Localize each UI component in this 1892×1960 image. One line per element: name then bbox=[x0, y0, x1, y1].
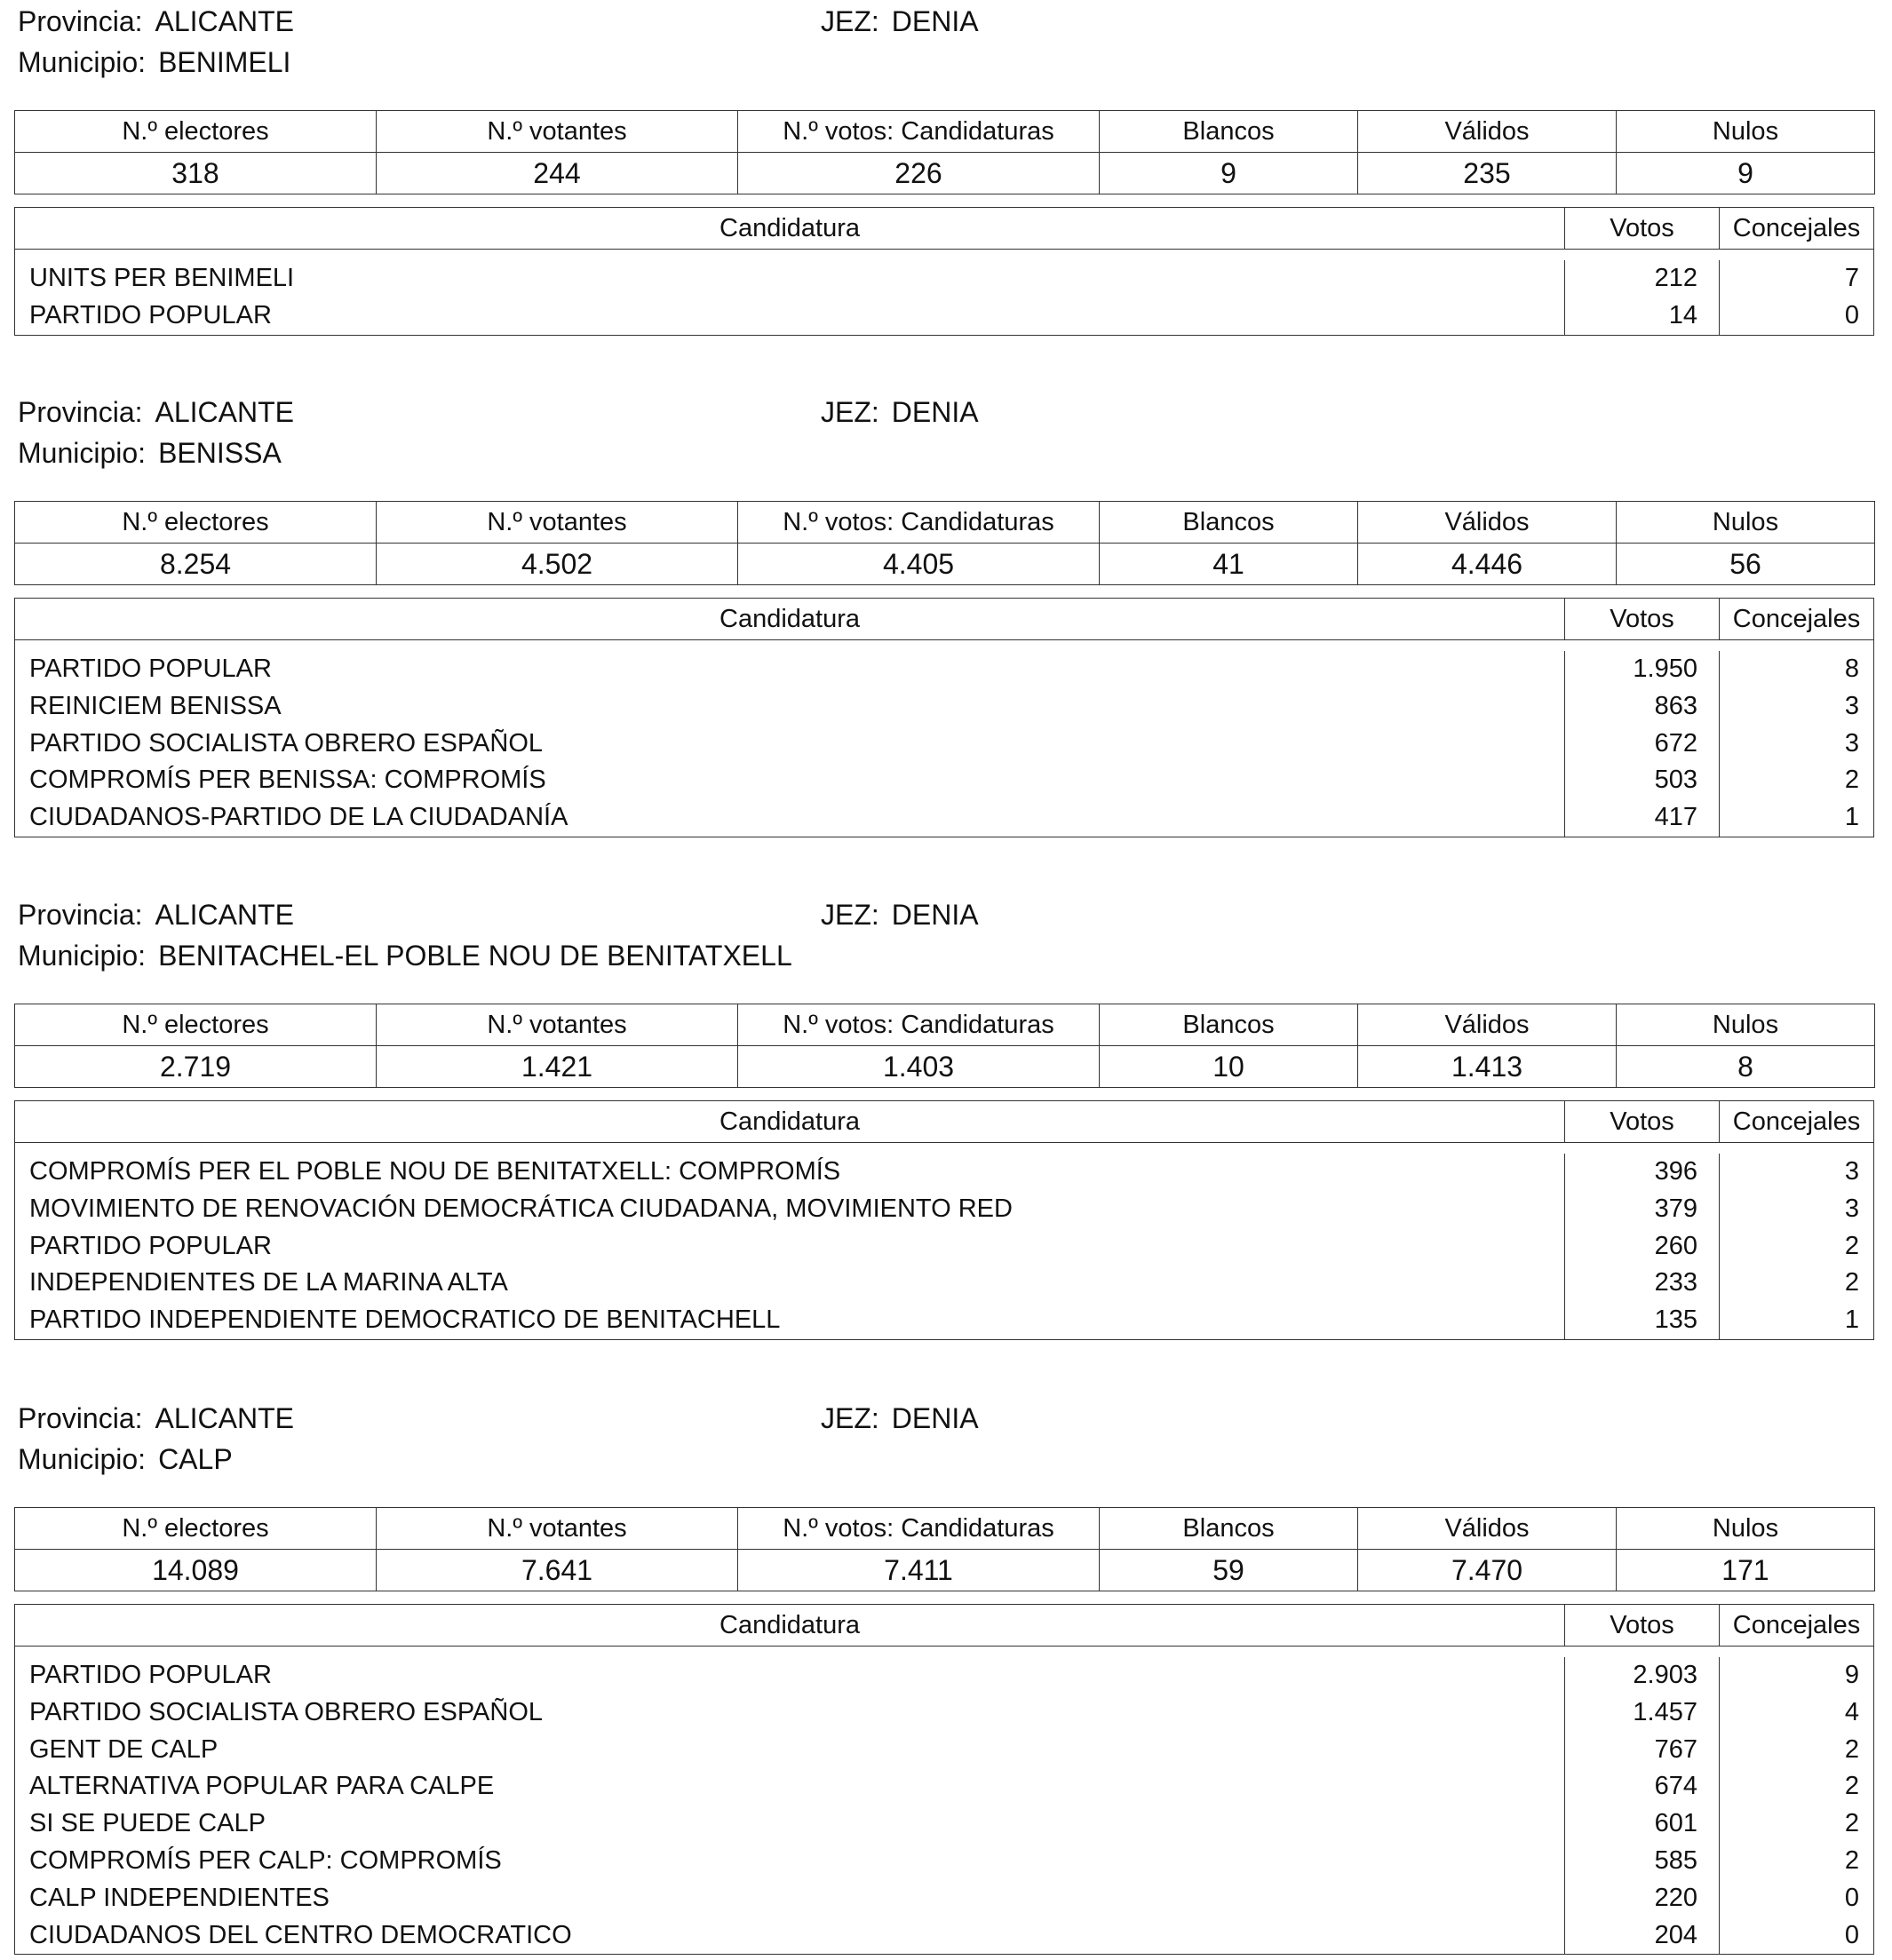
candidatura-name: COMPROMÍS PER CALP: COMPROMÍS bbox=[29, 1845, 502, 1875]
candidatura-name: PARTIDO POPULAR bbox=[29, 1231, 272, 1260]
jez-line bbox=[821, 897, 979, 932]
candidatura-votos: 260 bbox=[1654, 1231, 1697, 1260]
stats-value-cell: 7.470 bbox=[1358, 1550, 1617, 1591]
candidaturas-header bbox=[15, 208, 1873, 250]
jez-value: DENIA bbox=[891, 5, 979, 37]
stats-table bbox=[14, 1004, 1875, 1088]
municipio-label: Municipio: bbox=[18, 1443, 147, 1475]
stats-value-cell: 10 bbox=[1100, 1046, 1358, 1088]
candidaturas-header bbox=[15, 1101, 1873, 1143]
candidatura-column bbox=[15, 651, 1565, 837]
stats-table bbox=[14, 1507, 1875, 1591]
candidatura-name: COMPROMÍS PER EL POBLE NOU DE BENITATXELL: COMPROMÍS bbox=[29, 1157, 841, 1186]
candidatura-column bbox=[15, 1154, 1565, 1339]
provincia-value: ALICANTE bbox=[155, 1402, 294, 1434]
candidatura-concejales: 4 bbox=[1844, 1697, 1859, 1726]
concejales-header: Concejales bbox=[1732, 1107, 1861, 1136]
votos-header: Votos bbox=[1565, 208, 1720, 249]
stats-value-cell: 2.719 bbox=[15, 1046, 377, 1088]
candidaturas-body bbox=[15, 1143, 1873, 1339]
provincia-line bbox=[18, 394, 294, 430]
votos-column bbox=[1565, 1154, 1720, 1339]
candidaturas-body bbox=[15, 640, 1873, 837]
candidatura-votos: 233 bbox=[1654, 1268, 1697, 1297]
jez-value: DENIA bbox=[891, 899, 979, 931]
municipio-label: Municipio: bbox=[18, 437, 147, 469]
candidatura-name: PARTIDO POPULAR bbox=[29, 1661, 272, 1689]
stats-value-cell: 9 bbox=[1100, 153, 1358, 194]
candidaturas-header bbox=[15, 1605, 1873, 1647]
stats-header-cell: N.º votantes bbox=[377, 1508, 738, 1550]
concejales-column bbox=[1720, 651, 1873, 837]
stats-header-cell: Blancos bbox=[1100, 111, 1358, 153]
stats-header-cell: N.º votantes bbox=[377, 111, 738, 153]
candidatura-name: PARTIDO INDEPENDIENTE DEMOCRATICO DE BENITACHELL bbox=[29, 1305, 781, 1335]
candidaturas-table bbox=[14, 598, 1874, 837]
candidatura-concejales: 3 bbox=[1844, 1194, 1859, 1223]
jez-label: JEZ: bbox=[821, 5, 879, 37]
stats-value-cell: 4.405 bbox=[738, 544, 1100, 585]
concejales-column bbox=[1720, 1657, 1873, 1954]
provincia-line bbox=[18, 4, 294, 39]
stats-header-cell: N.º votantes bbox=[377, 502, 738, 544]
candidatura-votos: 1.457 bbox=[1633, 1697, 1697, 1726]
votos-column bbox=[1565, 1657, 1720, 1954]
concejales-column bbox=[1720, 260, 1873, 335]
stats-header-cell: N.º electores bbox=[15, 111, 377, 153]
stats-header-cell: N.º electores bbox=[15, 502, 377, 544]
candidatura-votos: 1.950 bbox=[1633, 655, 1697, 683]
municipio-value: BENISSA bbox=[158, 437, 282, 469]
candidatura-name: GENT DE CALP bbox=[29, 1734, 219, 1764]
candidatura-header: Candidatura bbox=[15, 208, 1565, 249]
stats-value-cell: 7.411 bbox=[738, 1550, 1100, 1591]
stats-value-cell: 9 bbox=[1617, 153, 1875, 194]
concejales-header: Concejales bbox=[1732, 604, 1861, 633]
stats-value-cell: 318 bbox=[15, 153, 377, 194]
municipio-value: BENITACHEL-EL POBLE NOU DE BENITATXELL bbox=[158, 940, 792, 972]
candidatura-votos: 601 bbox=[1654, 1809, 1697, 1838]
stats-header-cell: N.º electores bbox=[15, 1508, 377, 1550]
candidatura-name: SI SE PUEDE CALP bbox=[29, 1809, 266, 1838]
candidatura-name: CALP INDEPENDIENTES bbox=[29, 1883, 330, 1912]
stats-value-cell: 56 bbox=[1617, 544, 1875, 585]
provincia-line bbox=[18, 897, 294, 932]
jez-value: DENIA bbox=[891, 396, 979, 428]
candidatura-votos: 417 bbox=[1654, 803, 1697, 832]
votos-header: Votos bbox=[1565, 1605, 1720, 1646]
stats-header-row bbox=[15, 111, 1875, 153]
stats-value-cell: 7.641 bbox=[377, 1550, 738, 1591]
candidatura-header: Candidatura bbox=[15, 1605, 1565, 1646]
votos-header: Votos bbox=[1565, 1101, 1720, 1142]
candidatura-votos: 767 bbox=[1654, 1734, 1697, 1764]
candidatura-votos: 204 bbox=[1654, 1920, 1697, 1949]
stats-header-cell: Válidos bbox=[1358, 111, 1617, 153]
provincia-value: ALICANTE bbox=[155, 396, 294, 428]
jez-line bbox=[821, 4, 979, 39]
candidatura-votos: 396 bbox=[1654, 1157, 1697, 1186]
stats-value-cell: 4.446 bbox=[1358, 544, 1617, 585]
stats-header-cell: Blancos bbox=[1100, 1004, 1358, 1046]
candidatura-concejales: 2 bbox=[1844, 1809, 1859, 1838]
stats-header-row bbox=[15, 1004, 1875, 1046]
candidatura-votos: 14 bbox=[1668, 300, 1697, 329]
jez-line bbox=[821, 1401, 979, 1436]
candidatura-concejales: 2 bbox=[1844, 1772, 1859, 1801]
candidatura-concejales: 2 bbox=[1844, 1845, 1859, 1875]
municipio-value: BENIMELI bbox=[158, 46, 291, 78]
candidatura-concejales: 1 bbox=[1844, 1305, 1859, 1335]
candidaturas-body bbox=[15, 1647, 1873, 1954]
candidatura-concejales: 3 bbox=[1844, 728, 1859, 758]
candidatura-name: PARTIDO SOCIALISTA OBRERO ESPAÑOL bbox=[29, 1697, 544, 1726]
concejales-header: Concejales bbox=[1732, 1610, 1861, 1639]
stats-header-cell: N.º votos: Candidaturas bbox=[738, 1004, 1100, 1046]
stats-value-row bbox=[15, 153, 1875, 194]
stats-header-cell: Válidos bbox=[1358, 1508, 1617, 1550]
municipio-line bbox=[18, 1441, 233, 1477]
candidatura-concejales: 0 bbox=[1844, 300, 1859, 329]
provincia-line bbox=[18, 1401, 294, 1436]
stats-header-cell: N.º votos: Candidaturas bbox=[738, 502, 1100, 544]
candidatura-concejales: 1 bbox=[1844, 803, 1859, 832]
votos-column bbox=[1565, 260, 1720, 335]
candidatura-votos: 585 bbox=[1654, 1845, 1697, 1875]
provincia-label: Provincia: bbox=[18, 396, 143, 428]
candidatura-header: Candidatura bbox=[15, 599, 1565, 639]
concejales-column bbox=[1720, 1154, 1873, 1339]
candidaturas-header bbox=[15, 599, 1873, 640]
municipio-line bbox=[18, 435, 282, 471]
stats-value-row bbox=[15, 544, 1875, 585]
stats-header-cell: Nulos bbox=[1617, 1004, 1875, 1046]
candidatura-name: ALTERNATIVA POPULAR PARA CALPE bbox=[29, 1772, 495, 1801]
stats-header-row bbox=[15, 502, 1875, 544]
provincia-label: Provincia: bbox=[18, 5, 143, 37]
candidatura-name: REINICIEM BENISSA bbox=[29, 691, 282, 720]
candidatura-concejales: 9 bbox=[1844, 1661, 1859, 1689]
candidatura-concejales: 2 bbox=[1844, 1231, 1859, 1260]
stats-header-cell: Nulos bbox=[1617, 1508, 1875, 1550]
municipio-line bbox=[18, 938, 792, 973]
jez-label: JEZ: bbox=[821, 899, 879, 931]
stats-value-cell: 171 bbox=[1617, 1550, 1875, 1591]
stats-value-cell: 1.413 bbox=[1358, 1046, 1617, 1088]
stats-header-cell: Válidos bbox=[1358, 502, 1617, 544]
candidatura-column bbox=[15, 1657, 1565, 1954]
candidatura-name: PARTIDO POPULAR bbox=[29, 300, 272, 329]
candidatura-concejales: 3 bbox=[1844, 1157, 1859, 1186]
stats-value-cell: 1.421 bbox=[377, 1046, 738, 1088]
candidatura-name: INDEPENDIENTES DE LA MARINA ALTA bbox=[29, 1268, 508, 1297]
candidatura-concejales: 2 bbox=[1844, 1268, 1859, 1297]
candidatura-votos: 135 bbox=[1654, 1305, 1697, 1335]
provincia-label: Provincia: bbox=[18, 899, 143, 931]
stats-value-cell: 226 bbox=[738, 153, 1100, 194]
stats-value-cell: 8 bbox=[1617, 1046, 1875, 1088]
stats-value-cell: 59 bbox=[1100, 1550, 1358, 1591]
candidatura-concejales: 3 bbox=[1844, 691, 1859, 720]
stats-value-cell: 244 bbox=[377, 153, 738, 194]
stats-value-cell: 4.502 bbox=[377, 544, 738, 585]
candidatura-votos: 379 bbox=[1654, 1194, 1697, 1223]
candidatura-name: PARTIDO SOCIALISTA OBRERO ESPAÑOL bbox=[29, 728, 544, 758]
candidatura-concejales: 8 bbox=[1844, 655, 1859, 683]
candidatura-votos: 2.903 bbox=[1633, 1661, 1697, 1689]
candidatura-votos: 674 bbox=[1654, 1772, 1697, 1801]
candidatura-name: UNITS PER BENIMELI bbox=[29, 264, 295, 292]
stats-header-cell: N.º votantes bbox=[377, 1004, 738, 1046]
stats-header-cell: Blancos bbox=[1100, 1508, 1358, 1550]
stats-table bbox=[14, 501, 1875, 585]
votos-column bbox=[1565, 651, 1720, 837]
candidatura-column bbox=[15, 260, 1565, 335]
stats-value-cell: 1.403 bbox=[738, 1046, 1100, 1088]
candidaturas-table bbox=[14, 1100, 1874, 1340]
municipio-line bbox=[18, 44, 290, 80]
candidatura-concejales: 7 bbox=[1844, 264, 1859, 292]
stats-table bbox=[14, 110, 1875, 194]
candidaturas-body bbox=[15, 250, 1873, 335]
jez-line bbox=[821, 394, 979, 430]
votos-header: Votos bbox=[1565, 599, 1720, 639]
stats-header-row bbox=[15, 1508, 1875, 1550]
candidatura-votos: 212 bbox=[1654, 264, 1697, 292]
candidaturas-table bbox=[14, 1604, 1874, 1955]
jez-label: JEZ: bbox=[821, 1402, 879, 1434]
stats-value-row bbox=[15, 1550, 1875, 1591]
candidatura-votos: 503 bbox=[1654, 766, 1697, 795]
stats-header-cell: Válidos bbox=[1358, 1004, 1617, 1046]
stats-header-cell: Nulos bbox=[1617, 111, 1875, 153]
stats-value-row bbox=[15, 1046, 1875, 1088]
jez-value: DENIA bbox=[891, 1402, 979, 1434]
municipio-label: Municipio: bbox=[18, 940, 147, 972]
stats-value-cell: 41 bbox=[1100, 544, 1358, 585]
candidaturas-table bbox=[14, 207, 1874, 336]
candidatura-votos: 220 bbox=[1654, 1883, 1697, 1912]
jez-label: JEZ: bbox=[821, 396, 879, 428]
municipio-label: Municipio: bbox=[18, 46, 147, 78]
stats-header-cell: N.º votos: Candidaturas bbox=[738, 1508, 1100, 1550]
stats-value-cell: 14.089 bbox=[15, 1550, 377, 1591]
candidatura-name: PARTIDO POPULAR bbox=[29, 655, 272, 683]
candidatura-name: COMPROMÍS PER BENISSA: COMPROMÍS bbox=[29, 766, 546, 795]
candidatura-name: CIUDADANOS-PARTIDO DE LA CIUDADANÍA bbox=[29, 803, 568, 832]
provincia-label: Provincia: bbox=[18, 1402, 143, 1434]
candidatura-concejales: 2 bbox=[1844, 1734, 1859, 1764]
candidatura-name: MOVIMIENTO DE RENOVACIÓN DEMOCRÁTICA CIUDADANA, MOVIMIENTO RED bbox=[29, 1194, 1013, 1223]
candidatura-votos: 672 bbox=[1654, 728, 1697, 758]
stats-value-cell: 235 bbox=[1358, 153, 1617, 194]
municipio-value: CALP bbox=[158, 1443, 233, 1475]
provincia-value: ALICANTE bbox=[155, 5, 294, 37]
stats-header-cell: N.º votos: Candidaturas bbox=[738, 111, 1100, 153]
candidatura-votos: 863 bbox=[1654, 691, 1697, 720]
concejales-header: Concejales bbox=[1732, 213, 1861, 242]
stats-header-cell: N.º electores bbox=[15, 1004, 377, 1046]
candidatura-concejales: 0 bbox=[1844, 1920, 1859, 1949]
candidatura-name: CIUDADANOS DEL CENTRO DEMOCRATICO bbox=[29, 1920, 572, 1949]
stats-header-cell: Blancos bbox=[1100, 502, 1358, 544]
candidatura-concejales: 2 bbox=[1844, 766, 1859, 795]
candidatura-header: Candidatura bbox=[15, 1101, 1565, 1142]
candidatura-concejales: 0 bbox=[1844, 1883, 1859, 1912]
provincia-value: ALICANTE bbox=[155, 899, 294, 931]
stats-header-cell: Nulos bbox=[1617, 502, 1875, 544]
stats-value-cell: 8.254 bbox=[15, 544, 377, 585]
